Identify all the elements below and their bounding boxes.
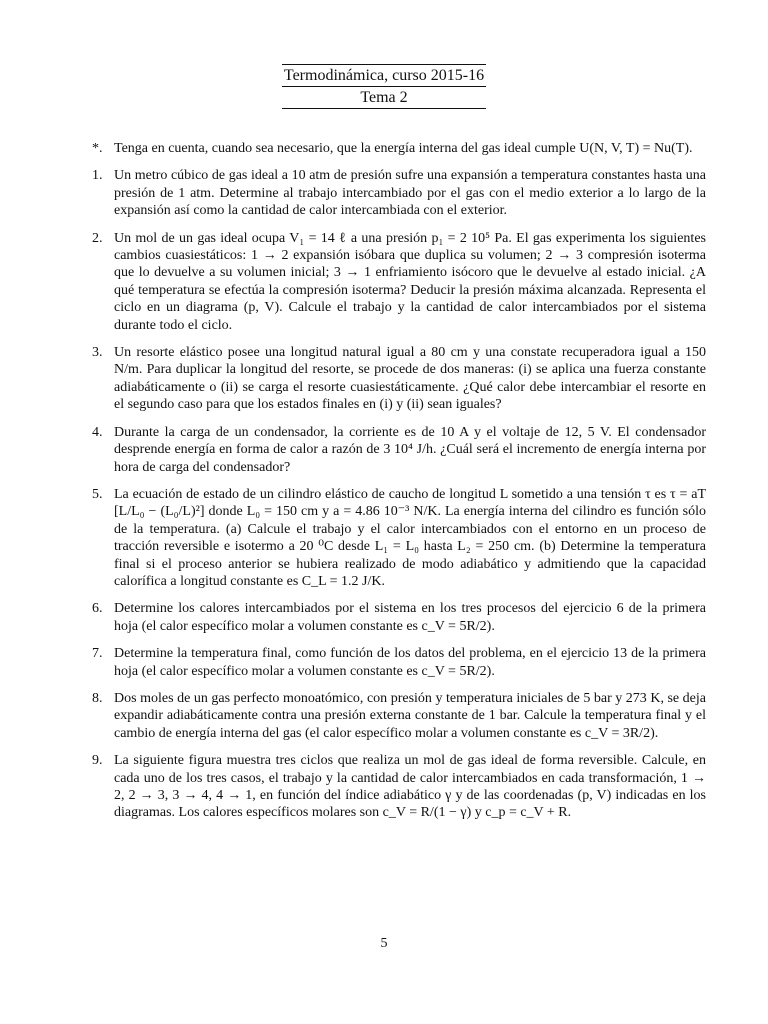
header-block (282, 64, 486, 109)
problem-list (92, 140, 706, 832)
problem-number: 2. (92, 230, 103, 246)
problem-4 (92, 424, 706, 476)
problem-1 (92, 167, 706, 219)
topic-title: Tema 2 (282, 87, 486, 109)
problem-2 (92, 230, 706, 334)
problem-text: Un metro cúbico de gas ideal a 10 atm de presión sufre una expansión a temperatura constantes hasta una presión de 1 atm. Determine al trabajo intercambiado por el gas con el medio exterior a lo largo de la expansión así como la cantidad de calor intercambiada con el exterior. (114, 168, 706, 219)
problem-note (92, 140, 706, 157)
problem-number: 6. (92, 601, 103, 617)
problem-number: 1. (92, 168, 103, 184)
problem-text: Dos moles de un gas perfecto monoatómico, con presión y temperatura iniciales de 5 bar y 273 K, se deja expandir adiabáticamente contra una presión externa constante de 1 bar. Calcule la temperatura final y el cambio de energía interna del gas (el calor específico molar a volumen constante es c_V = 3R/2). (114, 690, 706, 741)
problem-9 (92, 752, 706, 822)
problem-8 (92, 690, 706, 742)
page-number: 5 (380, 936, 388, 951)
document-header (0, 64, 768, 109)
problem-6 (92, 600, 706, 635)
problem-number: 3. (92, 345, 103, 361)
problem-text: Tenga en cuenta, cuando sea necesario, que la energía interna del gas ideal cumple U(N, V, T) = Nu(T). (114, 141, 693, 156)
problem-number: 5. (92, 486, 103, 502)
problem-number: 9. (92, 753, 103, 769)
problem-number: 4. (92, 424, 103, 440)
problem-text: Determine la temperatura final, como función de los datos del problema, en el ejercicio 13 de la primera hoja (el calor específico molar a volumen constante es c_V = 5R/2). (114, 646, 706, 679)
problem-text: Un resorte elástico posee una longitud natural igual a 80 cm y una constate recuperadora igual a 150 N/m. Para duplicar la longitud del resorte, se procede de dos maneras: (i) se aplica una fuerza constante adiabáticamente o (ii) se carga el resorte cuasiestáticamente. ¿Qué calor debe intercambiar el resorte en el segundo caso para que los estados finales en (i) y (ii) sean iguales? (114, 345, 706, 413)
problem-text: La siguiente figura muestra tres ciclos que realiza un mol de gas ideal de forma reversible. Calcule, en cada uno de los tres casos, el trabajo y la cantidad de calor intercambiados en cada transformación, 1 → 2, 2 → 3, 3 → 4, 4 → 1, en función del índice adiabático γ y de las coordenadas (p, V) indicadas en los diagramas. Los calores específicos molares son c_V = R/(1 − γ) y c_p = c_V + R. (114, 753, 706, 821)
problem-number: *. (92, 141, 103, 156)
problem-text: Determine los calores intercambiados por el sistema en los tres procesos del ejercicio 6 de la primera hoja (el calor específico molar a volumen constante es c_V = 5R/2). (114, 601, 706, 634)
problem-3 (92, 344, 706, 414)
problem-5 (92, 486, 706, 590)
course-title: Termodinámica, curso 2015-16 (282, 64, 486, 87)
problem-7 (92, 645, 706, 680)
problem-number: 7. (92, 646, 103, 662)
problem-text: La ecuación de estado de un cilindro elástico de caucho de longitud L sometido a una tensión τ es τ = aT [L/L₀ − (L₀/L)²] donde L₀ = 150 cm y a = 4.86 10⁻³ N/K. La energía interna del cilindro es función sólo de la temperatura. (a) Calcule el trabajo y el calor intercambiados con el entorno en un proceso de tracción reversible e isotermo a 20 ⁰C desde L₁ = L₀ hasta L₂ = 250 cm. (b) Determine la temperatura final si el proceso anterior se hubiera realizado de modo adiabático y admitiendo que la capacidad calorífica a longitud constante es C_L = 1.2 J/K. (114, 486, 706, 589)
problem-number: 8. (92, 690, 103, 706)
problem-text: Un mol de un gas ideal ocupa V₁ = 14 ℓ a una presión p₁ = 2 10⁵ Pa. El gas experimenta los siguientes cambios cuasiestáticos: 1 → 2 expansión isóbara que duplica su volumen; 2 → 3 compresión isoterma que lo devuelve a su volumen inicial; 3 → 1 enfriamiento isócoro que le devuelve al estado inicial. ¿A qué temperatura se efectúa la compresión isoterma? Deducir la presión máxima alcanzada. Representa el ciclo en un diagrama (p, V). Calcule el trabajo y la cantidad de calor intercambiados por el sistema durante todo el ciclo. (114, 230, 706, 333)
problem-text: Durante la carga de un condensador, la corriente es de 10 A y el voltaje de 12, 5 V. El condensador desprende energía en forma de calor a razón de 3 10⁴ J/h. ¿Cuál será el incremento de energía interna por hora de carga del condensador? (114, 424, 706, 475)
